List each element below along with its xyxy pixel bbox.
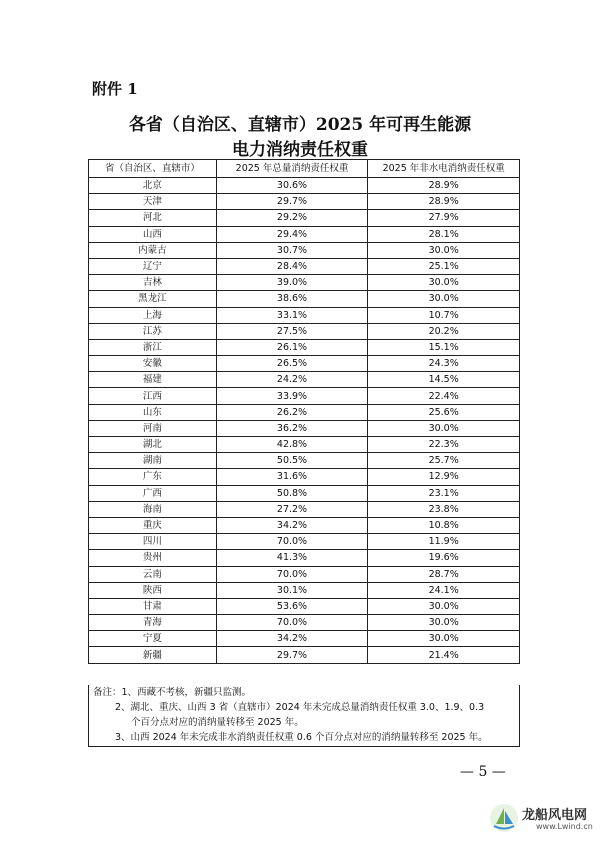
cell-province: 青海: [89, 615, 217, 631]
cell-total-weight: 33.1%: [216, 307, 368, 323]
sailboat-logo-icon: [488, 802, 520, 834]
note-3: 3、山西 2024 年未完成非水消纳责任权重 0.6 个百分点对应的消纳量转移至 2025 年。: [115, 732, 488, 743]
cell-total-weight: 30.7%: [216, 242, 368, 258]
table-row: [89, 550, 520, 566]
table-row: [89, 226, 520, 242]
table-row: [89, 453, 520, 469]
cell-total-weight: 29.7%: [216, 647, 368, 663]
cell-total-weight: 42.8%: [216, 437, 368, 453]
cell-province: 广东: [89, 469, 217, 485]
cell-nonhydro-weight: 22.3%: [368, 437, 520, 453]
cell-nonhydro-weight: 30.0%: [368, 275, 520, 291]
table-row: [89, 598, 520, 614]
watermark-url: www.Lwind.cn: [536, 822, 593, 831]
cell-nonhydro-weight: 30.0%: [368, 615, 520, 631]
cell-nonhydro-weight: 27.9%: [368, 210, 520, 226]
cell-nonhydro-weight: 11.9%: [368, 534, 520, 550]
cell-province: 黑龙江: [89, 291, 217, 307]
cell-nonhydro-weight: 25.1%: [368, 258, 520, 274]
note-1: 备注：1、西藏不考核，新疆只监测。: [93, 687, 252, 698]
cell-nonhydro-weight: 28.9%: [368, 194, 520, 210]
cell-nonhydro-weight: 30.0%: [368, 631, 520, 647]
cell-total-weight: 31.6%: [216, 469, 368, 485]
cell-province: 江苏: [89, 323, 217, 339]
cell-nonhydro-weight: 28.7%: [368, 566, 520, 582]
cell-total-weight: 38.6%: [216, 291, 368, 307]
cell-nonhydro-weight: 10.7%: [368, 307, 520, 323]
table-row: [89, 501, 520, 517]
cell-province: 云南: [89, 566, 217, 582]
cell-total-weight: 34.2%: [216, 517, 368, 533]
cell-nonhydro-weight: 21.4%: [368, 647, 520, 663]
header-nonhydro-weight: 2025 年非水电消纳责任权重: [368, 160, 520, 178]
cell-total-weight: 26.2%: [216, 404, 368, 420]
cell-province: 山东: [89, 404, 217, 420]
table-row: [89, 388, 520, 404]
cell-province: 陕西: [89, 582, 217, 598]
cell-province: 上海: [89, 307, 217, 323]
cell-total-weight: 33.9%: [216, 388, 368, 404]
cell-nonhydro-weight: 24.1%: [368, 582, 520, 598]
header-total-weight: 2025 年总量消纳责任权重: [216, 160, 368, 178]
cell-total-weight: 36.2%: [216, 420, 368, 436]
cell-province: 河南: [89, 420, 217, 436]
cell-total-weight: 50.5%: [216, 453, 368, 469]
cell-nonhydro-weight: 25.7%: [368, 453, 520, 469]
table-row: [89, 615, 520, 631]
cell-province: 浙江: [89, 339, 217, 355]
cell-nonhydro-weight: 28.1%: [368, 226, 520, 242]
cell-nonhydro-weight: 14.5%: [368, 372, 520, 388]
cell-total-weight: 70.0%: [216, 566, 368, 582]
cell-total-weight: 29.7%: [216, 194, 368, 210]
document-title-line2: 电力消纳责任权重: [232, 140, 368, 160]
cell-province: 福建: [89, 372, 217, 388]
cell-nonhydro-weight: 19.6%: [368, 550, 520, 566]
table-row: [89, 469, 520, 485]
cell-nonhydro-weight: 30.0%: [368, 242, 520, 258]
cell-province: 辽宁: [89, 258, 217, 274]
cell-total-weight: 30.1%: [216, 582, 368, 598]
table-row: [89, 339, 520, 355]
cell-province: 海南: [89, 501, 217, 517]
cell-province: 贵州: [89, 550, 217, 566]
table-row: [89, 275, 520, 291]
cell-province: 江西: [89, 388, 217, 404]
cell-province: 湖南: [89, 453, 217, 469]
table-row: [89, 258, 520, 274]
cell-total-weight: 26.1%: [216, 339, 368, 355]
cell-nonhydro-weight: 25.6%: [368, 404, 520, 420]
cell-total-weight: 27.2%: [216, 501, 368, 517]
cell-nonhydro-weight: 22.4%: [368, 388, 520, 404]
table-row: [89, 194, 520, 210]
cell-nonhydro-weight: 30.0%: [368, 291, 520, 307]
cell-nonhydro-weight: 23.1%: [368, 485, 520, 501]
document-title-line1: 各省（自治区、直辖市）2025 年可再生能源: [128, 115, 472, 135]
cell-total-weight: 53.6%: [216, 598, 368, 614]
note-2: 2、湖北、重庆、山西 3 省（直辖市）2024 年未完成总量消纳责任权重 3.0、1.9、0.3: [115, 702, 485, 713]
cell-total-weight: 41.3%: [216, 550, 368, 566]
cell-province: 四川: [89, 534, 217, 550]
table-row: [89, 323, 520, 339]
cell-nonhydro-weight: 10.8%: [368, 517, 520, 533]
cell-total-weight: 28.4%: [216, 258, 368, 274]
cell-province: 北京: [89, 178, 217, 194]
cell-province: 吉林: [89, 275, 217, 291]
cell-total-weight: 70.0%: [216, 534, 368, 550]
table-row: [89, 242, 520, 258]
table-row: [89, 372, 520, 388]
header-province: 省（自治区、直辖市）: [89, 160, 217, 178]
cell-nonhydro-weight: 30.0%: [368, 420, 520, 436]
table-header-row: [89, 160, 520, 178]
table-row: [89, 582, 520, 598]
cell-total-weight: 34.2%: [216, 631, 368, 647]
cell-total-weight: 50.8%: [216, 485, 368, 501]
cell-total-weight: 27.5%: [216, 323, 368, 339]
table-row: [89, 485, 520, 501]
table-row: [89, 291, 520, 307]
cell-total-weight: 29.4%: [216, 226, 368, 242]
cell-total-weight: 26.5%: [216, 356, 368, 372]
table-row: [89, 178, 520, 194]
table-row: [89, 534, 520, 550]
cell-province: 山西: [89, 226, 217, 242]
cell-total-weight: 39.0%: [216, 275, 368, 291]
table-row: [89, 404, 520, 420]
cell-total-weight: 24.2%: [216, 372, 368, 388]
table-row: [89, 210, 520, 226]
cell-nonhydro-weight: 28.9%: [368, 178, 520, 194]
cell-nonhydro-weight: 15.1%: [368, 339, 520, 355]
cell-nonhydro-weight: 30.0%: [368, 598, 520, 614]
table-row: [89, 566, 520, 582]
table-row: [89, 517, 520, 533]
cell-province: 内蒙古: [89, 242, 217, 258]
cell-province: 湖北: [89, 437, 217, 453]
table-row: [89, 420, 520, 436]
table-row: [89, 647, 520, 663]
page-number: — 5 —: [460, 764, 506, 780]
attachment-label: 附件 1: [92, 80, 138, 98]
cell-province: 广西: [89, 485, 217, 501]
cell-nonhydro-weight: 20.2%: [368, 323, 520, 339]
cell-total-weight: 70.0%: [216, 615, 368, 631]
cell-nonhydro-weight: 24.3%: [368, 356, 520, 372]
cell-nonhydro-weight: 23.8%: [368, 501, 520, 517]
table-row: [89, 631, 520, 647]
cell-province: 新疆: [89, 647, 217, 663]
cell-total-weight: 30.6%: [216, 178, 368, 194]
cell-province: 重庆: [89, 517, 217, 533]
note-2-continued: 个百分点对应的消纳量转移至 2025 年。: [131, 717, 304, 728]
table-row: [89, 307, 520, 323]
weights-table: [88, 159, 520, 664]
watermark-logo: [488, 800, 598, 840]
table-row: [89, 356, 520, 372]
notes-section: [88, 685, 520, 747]
cell-province: 宁夏: [89, 631, 217, 647]
cell-province: 安徽: [89, 356, 217, 372]
cell-province: 河北: [89, 210, 217, 226]
cell-nonhydro-weight: 12.9%: [368, 469, 520, 485]
cell-province: 天津: [89, 194, 217, 210]
watermark-name: 龙船风电网: [522, 808, 588, 823]
table-row: [89, 437, 520, 453]
cell-total-weight: 29.2%: [216, 210, 368, 226]
cell-province: 甘肃: [89, 598, 217, 614]
